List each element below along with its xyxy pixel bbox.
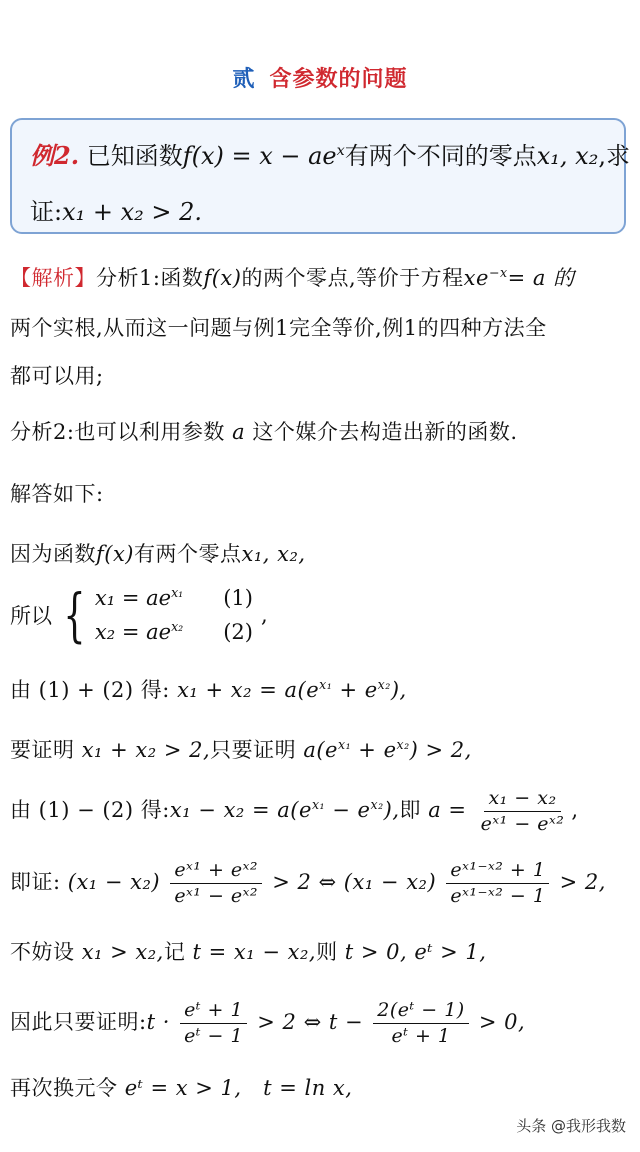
math: t ·	[146, 1009, 170, 1034]
math: $x_1 + x_2 = a(e^{x_1} + e^{x_2})$,	[177, 677, 407, 702]
text: ,	[571, 797, 579, 822]
text: 由 (1) − (2) 得:	[10, 797, 170, 822]
text: 分析2:也可以利用参数	[10, 420, 225, 444]
math: > 0,	[478, 1009, 526, 1034]
fraction: $\frac{\text{eˣ¹ + eˣ²}}{\text{eˣ¹ − eˣ²}}$	[170, 860, 262, 907]
solution-line-13	[10, 1000, 525, 1047]
equation-system	[10, 581, 268, 649]
math: = a 的	[507, 266, 575, 290]
math: x₁ + x₂ > 2,	[81, 738, 211, 762]
math: f(x)	[96, 542, 135, 566]
example-text-rest: 有两个不同的零点	[344, 142, 537, 170]
text: 有两个零点	[134, 542, 242, 566]
example-function: $f(x) = x - ae^x$	[182, 142, 345, 170]
fraction: $\frac{\text{x₁ − x₂}}{\text{eˣ¹ − eˣ²}}$	[480, 787, 565, 835]
math: x₁ > x₂,	[81, 940, 164, 964]
math: t = ln x,	[263, 1076, 353, 1100]
example-text: 已知函数	[86, 142, 183, 170]
text: 记	[163, 940, 186, 964]
system-row-1: $x_1 = ae^{x_1}$ (1)	[94, 585, 253, 610]
example-box	[10, 118, 630, 234]
text: 因此只要证明:	[10, 1009, 147, 1034]
fraction: $\frac{\text{eᵗ + 1}}{\text{eᵗ − 1}}$	[180, 1000, 247, 1047]
example-tag: 例2.	[30, 141, 80, 170]
text: 即证:	[10, 869, 61, 894]
math: t = x₁ − x₂,	[192, 940, 317, 964]
math: > 2,	[559, 869, 606, 894]
source-watermark: 头条 @我形我数	[516, 1117, 626, 1135]
math: t > 0, eᵗ > 1,	[344, 940, 487, 964]
section-heading: 含参数的问题	[269, 66, 408, 92]
math: > 2 ⇔ (x₁ − x₂)	[272, 869, 437, 894]
example-prove-math: x₁ + x₂ > 2.	[62, 198, 203, 226]
text: 则	[316, 940, 338, 964]
text: 不妨设	[10, 940, 75, 964]
math: $xe^{-x}$	[463, 265, 508, 290]
text: 要证明	[10, 738, 75, 762]
section-number: 贰	[232, 66, 256, 92]
text: 只要证明	[210, 738, 297, 762]
text: 所以	[10, 604, 52, 628]
example-prove-prefix: 证:	[30, 198, 63, 226]
text: 由 (1) + (2) 得:	[10, 678, 170, 702]
solution-line-9	[10, 734, 472, 764]
solution-line-2: 两个实根,从而这一问题与例1完全等价,例1的四种方法全	[10, 316, 547, 340]
example-line-2	[30, 192, 202, 227]
solution-line-1	[10, 262, 575, 292]
text: 的两个零点,等价于方程	[241, 266, 464, 290]
solution-line-14	[10, 1072, 352, 1102]
system-rows	[95, 586, 253, 644]
text: 因为函数	[10, 542, 96, 566]
solution-line-6	[10, 538, 306, 568]
math: a	[232, 420, 246, 444]
text: 这个媒介去构造出新的函数.	[252, 420, 518, 444]
example-vars: x₁, x₂	[536, 142, 599, 170]
solution-line-5: 解答如下:	[10, 482, 104, 506]
solution-line-3: 都可以用;	[10, 364, 104, 388]
math: (x₁ − x₂)	[67, 869, 161, 894]
text: ,	[260, 603, 268, 627]
solution-line-12	[10, 936, 486, 966]
math: eᵗ = x > 1,	[124, 1076, 242, 1100]
system-row-2: $x_2 = ae^{x_2}$ (2)	[94, 619, 253, 644]
section-title	[0, 62, 640, 93]
math: f(x)	[203, 266, 242, 290]
math: > 2 ⇔ t −	[257, 1009, 364, 1034]
math: $a(e^{x_1} + e^{x_2}) > 2$,	[303, 737, 472, 762]
text: 再次换元令	[10, 1076, 118, 1100]
example-text-end: ,求	[598, 142, 630, 170]
fraction: $\frac{\text{eˣ¹⁻ˣ² + 1}}{\text{eˣ¹⁻ˣ² − 1}}$	[446, 860, 549, 907]
example-line-1	[30, 136, 630, 171]
fraction: $\frac{\text{2(eᵗ − 1)}}{\text{eᵗ + 1}}$	[373, 1000, 468, 1047]
solution-line-11	[10, 860, 606, 907]
solution-line-8	[10, 674, 407, 704]
solution-tag: 【解析】	[10, 266, 96, 290]
solution-line-4	[10, 416, 518, 446]
text: 即	[399, 797, 421, 822]
brace-icon: {	[63, 581, 86, 649]
solution-line-10	[10, 788, 579, 835]
math: $x_1 - x_2 = a(e^{x_1} - e^{x_2})$,	[169, 796, 400, 822]
math: x₁, x₂,	[241, 542, 306, 566]
text: 分析1:函数	[96, 266, 204, 290]
math: a =	[428, 797, 467, 822]
